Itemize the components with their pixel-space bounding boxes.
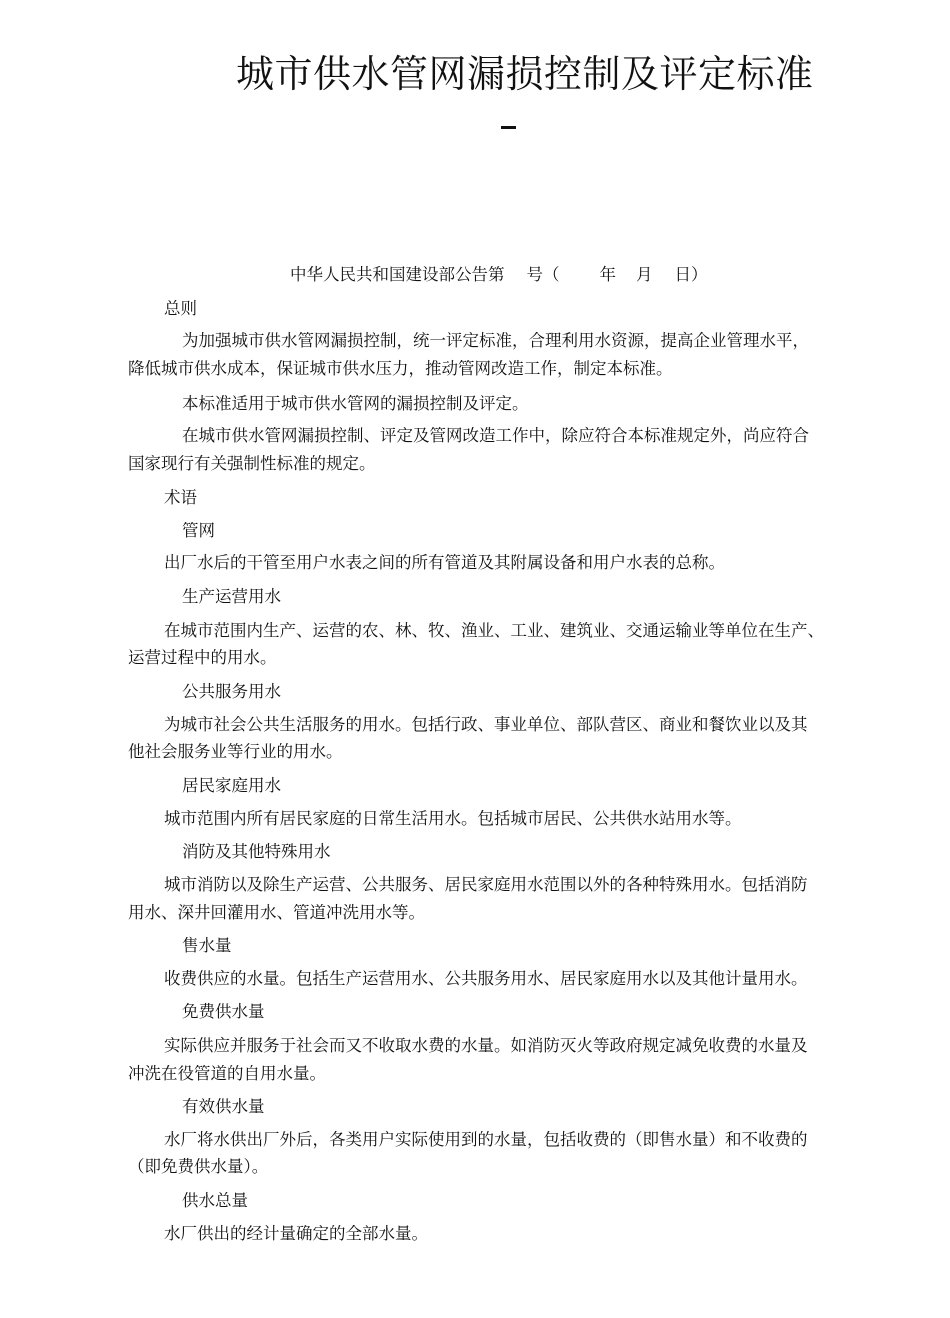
term-definition-line: 收费供应的水量。包括生产运营用水、公共服务用水、居民家庭用水以及其他计量用水。: [164, 969, 808, 988]
paragraph-line: 本标准适用于城市供水管网的漏损控制及评定。: [182, 394, 529, 413]
term-heading: 有效供水量: [182, 1097, 265, 1116]
term-definition-line: 用水、深井回灌用水、管道冲洗用水等。: [128, 903, 425, 922]
term-definition-line: 城市范围内所有居民家庭的日常生活用水。包括城市居民、公共供水站用水等。: [164, 809, 742, 828]
term-heading: 管网: [182, 521, 215, 540]
term-definition-line: 运营过程中的用水。: [128, 648, 277, 667]
term-definition-line: 为城市社会公共生活服务的用水。包括行政、事业单位、部队营区、商业和餐饮业以及其: [164, 715, 808, 734]
term-definition-line: （即免费供水量）。: [128, 1157, 269, 1176]
paragraph-line: 为加强城市供水管网漏损控制，统一评定标准，合理利用水资源，提高企业管理水平，: [182, 331, 809, 350]
term-definition-line: 水厂供出的经计量确定的全部水量。: [164, 1224, 428, 1243]
term-definition-line: 出厂水后的干管至用户水表之间的所有管道及其附属设备和用户水表的总称。: [164, 553, 725, 572]
announcement-line: [290, 264, 708, 286]
term-definition-line: 城市消防以及除生产运营、公共服务、居民家庭用水范围以外的各种特殊用水。包括消防: [164, 875, 808, 894]
term-definition-line: 在城市范围内生产、运营的农、林、牧、渔业、工业、建筑业、交通运输业等单位在生产、: [164, 621, 824, 640]
paragraph-line: 在城市供水管网漏损控制、评定及管网改造工作中，除应符合本标准规定外，尚应符合: [182, 426, 809, 445]
term-heading: 供水总量: [182, 1191, 248, 1210]
document-title: 城市供水管网漏损控制及评定标准: [236, 52, 814, 96]
announcement-month-label: 月: [636, 265, 653, 284]
title-dash-mark: [501, 126, 516, 129]
term-heading: 居民家庭用水: [182, 776, 281, 795]
term-heading: 消防及其他特殊用水: [182, 842, 331, 861]
term-heading: 公共服务用水: [182, 682, 281, 701]
term-heading: 售水量: [182, 936, 232, 955]
term-definition-line: 水厂将水供出厂外后，各类用户实际使用到的水量，包括收费的（即售水量）和不收费的: [164, 1130, 808, 1149]
term-definition-line: 冲洗在役管道的自用水量。: [128, 1064, 326, 1083]
paragraph-line: 降低城市供水成本，保证城市供水压力，推动管网改造工作，制定本标准。: [128, 359, 673, 378]
term-heading: 生产运营用水: [182, 587, 281, 606]
term-heading: 免费供水量: [182, 1002, 265, 1021]
section-heading-terms: 术语: [164, 488, 197, 507]
term-definition-line: 他社会服务业等行业的用水。: [128, 742, 343, 761]
paragraph-line: 国家现行有关强制性标准的规定。: [128, 454, 376, 473]
announcement-day-label: 日）: [674, 265, 708, 284]
announcement-number-label: 号（: [526, 265, 560, 284]
announcement-year-label: 年: [599, 265, 616, 284]
announcement-prefix: 中华人民共和国建设部公告第: [290, 265, 505, 284]
term-definition-line: 实际供应并服务于社会而又不收取水费的水量。如消防灭火等政府规定减免收费的水量及: [164, 1036, 808, 1055]
section-heading-general: 总则: [164, 299, 197, 318]
